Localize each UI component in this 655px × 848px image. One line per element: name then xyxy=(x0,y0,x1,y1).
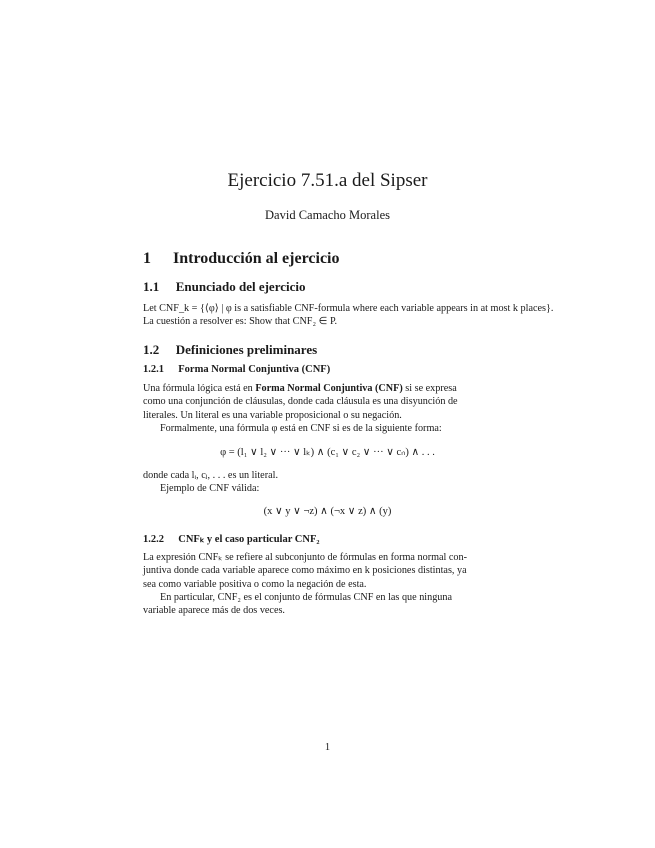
cnfk-line-1: La expresión CNFₖ se refiere al subconjunto de fórmulas en forma normal con- xyxy=(143,552,468,563)
statement-paragraph xyxy=(143,302,613,329)
subsubsection-1-2-2-heading xyxy=(143,533,320,545)
page-number: 1 xyxy=(324,742,331,753)
subsubsection-1-2-1-heading xyxy=(143,364,330,375)
literal-line: donde cada lᵢ, cⱼ, . . . es un literal. xyxy=(143,470,278,481)
statement-line-2: La cuestión a resolver es: Show that CNF₂ ∈ P. xyxy=(143,316,338,328)
subsection-1-2-title: Definiciones preliminares xyxy=(175,342,318,357)
subsubsection-1-2-1-title: Forma Normal Conjuntiva (CNF) xyxy=(178,364,331,375)
cnf-formal-line: Formalmente, una fórmula φ está en CNF si es de la siguiente forma: xyxy=(160,422,442,434)
subsection-1-1-title: Enunciado del ejercicio xyxy=(175,279,306,294)
cnf-definition-paragraph xyxy=(143,382,511,435)
subsubsection-1-2-2-title: CNFₖ y el caso particular CNF₂ xyxy=(178,534,320,545)
cnf-example-formula: (x ∨ y ∨ ¬z) ∧ (¬x ∨ z) ∧ (y) xyxy=(263,506,392,517)
cnf-bold-term: Forma Normal Conjuntiva (CNF) xyxy=(255,383,403,394)
cnfk-paragraph xyxy=(143,551,511,617)
subsection-1-2-heading xyxy=(143,342,317,358)
section-1-heading xyxy=(143,250,340,268)
cnf-def-text-before: Una fórmula lógica está en xyxy=(143,383,256,394)
subsubsection-1-2-2-number: 1.2.2 xyxy=(143,534,164,545)
subsection-1-1-heading xyxy=(143,279,306,295)
document-author: David Camacho Morales xyxy=(265,208,390,222)
cnf2-line-2: variable aparece más de dos veces. xyxy=(143,605,285,617)
subsection-1-2-number: 1.2 xyxy=(143,342,160,357)
literal-paragraph xyxy=(143,469,511,496)
cnfk-line-2: juntiva donde cada variable aparece como máximo en k posiciones distintas, ya xyxy=(143,565,467,577)
subsubsection-1-2-1-number: 1.2.1 xyxy=(143,364,164,375)
cnf-def-line-2: como una conjunción de cláusulas, donde cada cláusula es una disyunción de xyxy=(143,396,458,408)
section-1-title: Introducción al ejercicio xyxy=(173,250,340,267)
cnf-general-formula: φ = (l₁ ∨ l₂ ∨ ··· ∨ lₖ) ∧ (c₁ ∨ c₂ ∨ ··· ∨ cₙ) ∧ . . . xyxy=(220,447,435,458)
document-title: Ejercicio 7.51.a del Sipser xyxy=(227,170,428,191)
statement-line-1: Let CNF_k = {⟨φ⟩ | φ is a satisfiable CNF-formula where each variable appears in at most k places}. xyxy=(143,303,554,314)
cnfk-line-3: sea como variable positiva o como la negación de esta. xyxy=(143,578,367,590)
cnf2-line-1: En particular, CNF₂ es el conjunto de fórmulas CNF en las que ninguna xyxy=(160,591,453,603)
cnf-def-line-3: literales. Un literal es una variable proposicional o su negación. xyxy=(143,409,402,421)
cnf-def-line-1 xyxy=(143,382,511,395)
section-1-number: 1 xyxy=(143,250,151,267)
example-intro-line: Ejemplo de CNF válida: xyxy=(160,483,260,495)
cnf-def-text-after: si se expresa xyxy=(402,383,457,394)
subsection-1-1-number: 1.1 xyxy=(143,279,160,294)
